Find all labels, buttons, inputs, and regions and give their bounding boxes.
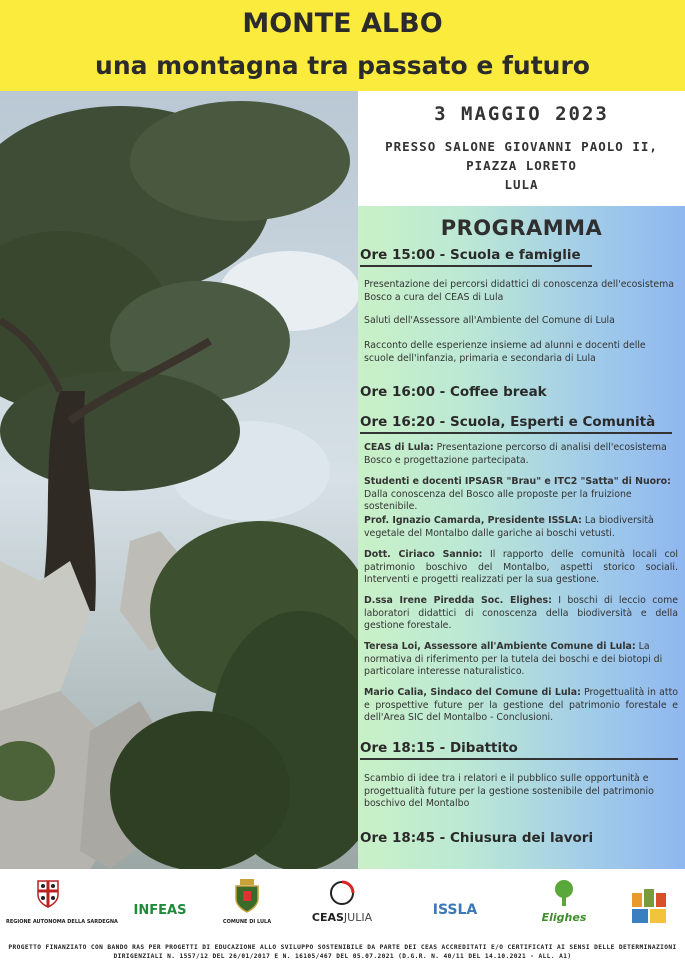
poster-title: MONTE ALBO xyxy=(242,8,443,39)
speaker-talk: La normativa di riferimento per la tutela dei boschi e dei biotopi di particolare interesse naturalistico. xyxy=(364,641,663,677)
logo-text: CEAS xyxy=(311,911,344,924)
slot-heading: Ore 16:00 - Coffee break xyxy=(360,384,547,400)
speaker-talk: Presentazione percorso di analisi dell'ecosistema Bosco e progettazione partecipata. xyxy=(364,442,667,466)
logo-text: Elighes xyxy=(541,911,587,924)
programme-item: Presentazione dei percorsi didattici di conoscenza dell'ecosistema Bosco a cura del CEAS di Lula xyxy=(364,279,675,303)
coat-of-arms-icon xyxy=(36,879,60,909)
speaker-entry xyxy=(364,442,678,467)
speaker-name: CEAS di Lula: xyxy=(364,442,434,453)
speaker-name: Prof. Ignazio Camarda, Presidente ISSLA: xyxy=(364,515,582,526)
speaker-entry xyxy=(364,595,678,633)
crest-icon xyxy=(234,879,260,913)
speaker-entry xyxy=(364,549,678,587)
programme-item: Saluti dell'Assessore all'Ambiente del Comune di Lula xyxy=(364,315,615,326)
sponsor-footer xyxy=(0,869,685,972)
ceas-julia-logo xyxy=(310,879,374,924)
tree-illustration xyxy=(0,91,358,869)
location-line: PRESSO SALONE GIOVANNI PAOLO II, xyxy=(385,139,658,154)
speaker-talk: La biodiversità vegetale del Montalbo dalle gariche ai boschi vetusti. xyxy=(364,515,654,539)
slot-heading: Ore 15:00 - Scuola e famiglie xyxy=(360,247,592,267)
ceas-circle-icon xyxy=(325,879,359,907)
infeas-logo xyxy=(120,899,200,918)
speaker-name: Studenti e docenti IPSASR "Brau" e ITC2 "Satta" di Nuoro: xyxy=(364,476,671,487)
logo-text: INFEAS xyxy=(133,903,187,918)
logo-caption: COMUNE DI LULA xyxy=(222,919,272,925)
tree-logo-icon xyxy=(551,879,577,907)
slot-heading: Ore 18:15 - Dibattito xyxy=(360,740,678,760)
logo-text: JULIA xyxy=(343,911,373,924)
speaker-talk: I boschi di leccio come laboratori didattici di conoscenza della biodiversità e della gestione forestale. xyxy=(364,595,678,631)
tree-photo xyxy=(0,91,358,869)
blocks-icon xyxy=(632,889,668,925)
event-date: 3 MAGGIO 2023 xyxy=(434,103,609,125)
event-info xyxy=(358,91,685,206)
comune-lula-logo xyxy=(222,879,272,925)
ceas-julia-text xyxy=(310,911,374,924)
issla-logo xyxy=(420,899,490,918)
speaker-entry xyxy=(364,641,678,679)
funding-note: PROGETTO FINANZIATO CON BANDO RAS PER PROGETTI DI EDUCAZIONE ALLO SVILUPPO SOSTENIBILE DA PARTE DEI CEAS ACCREDITATI E/O CERTIFICATI AI SENSI DELLE DETERMINAZIONI DIRIGENZIALI N. 1557/12 DEL 26/01/2017 E N. 16105/467 DEL 05.07.2021 (D.G.R. N. 40/11 DEL 14.10.2021 - ALL. A1) xyxy=(8,944,677,960)
speaker-talk: Progettualità in atto e prospettive future per la gestione del patrimonio forestale e dell'Area SIC del Montalbo - Conclusioni. xyxy=(364,687,678,723)
location-line: LULA xyxy=(504,177,539,192)
speaker-talk: Il rapporto delle comunità locali col patrimonio boschivo del Montalbo, aspetti storico sociali. Interventi e progetti realizzati per la sua gestione. xyxy=(364,549,678,585)
programme-item: Scambio di idee tra i relatori e il pubblico sulle opportunità e progettualità future per la gestione sostenibile del patrimonio boschivo del Montalbo xyxy=(364,773,654,809)
speaker-entry xyxy=(364,687,678,725)
slot-heading: Ore 18:45 - Chiusura dei lavori xyxy=(360,830,594,846)
slot-heading: Ore 16:20 - Scuola, Esperti e Comunità xyxy=(360,414,672,434)
programme-title: PROGRAMMA xyxy=(440,216,603,240)
speaker-name: Dott. Ciriaco Sannio: xyxy=(364,549,483,560)
location-line: PIAZZA LORETO xyxy=(466,158,577,173)
logo-text: ISSLA xyxy=(432,902,478,918)
programme-panel xyxy=(358,206,685,869)
speaker-entry xyxy=(364,476,678,514)
speaker-entry xyxy=(364,515,678,540)
regione-sardegna-logo xyxy=(6,879,118,925)
speaker-name: D.ssa Irene Piredda Soc. Elighes: xyxy=(364,595,552,606)
poster-subtitle: una montagna tra passato e futuro xyxy=(95,51,590,80)
speaker-name: Teresa Loi, Assessore all'Ambiente Comune di Lula: xyxy=(364,641,636,652)
logo-caption: REGIONE AUTONOMA DELLA SARDEGNA xyxy=(6,919,118,925)
poster-header xyxy=(0,0,685,91)
colorful-blocks-logo xyxy=(630,889,670,929)
programme-item: Racconto delle esperienze insieme ad alunni e docenti delle scuole dell'infanzia, primaria e secondaria di Lula xyxy=(364,340,646,364)
speaker-talk: Dalla conoscenza del Bosco alle proposte per la fruizione sostenibile. xyxy=(364,488,632,512)
speaker-name: Mario Calia, Sindaco del Comune di Lula: xyxy=(364,687,581,698)
elighes-logo xyxy=(532,879,596,924)
event-location xyxy=(362,137,681,194)
